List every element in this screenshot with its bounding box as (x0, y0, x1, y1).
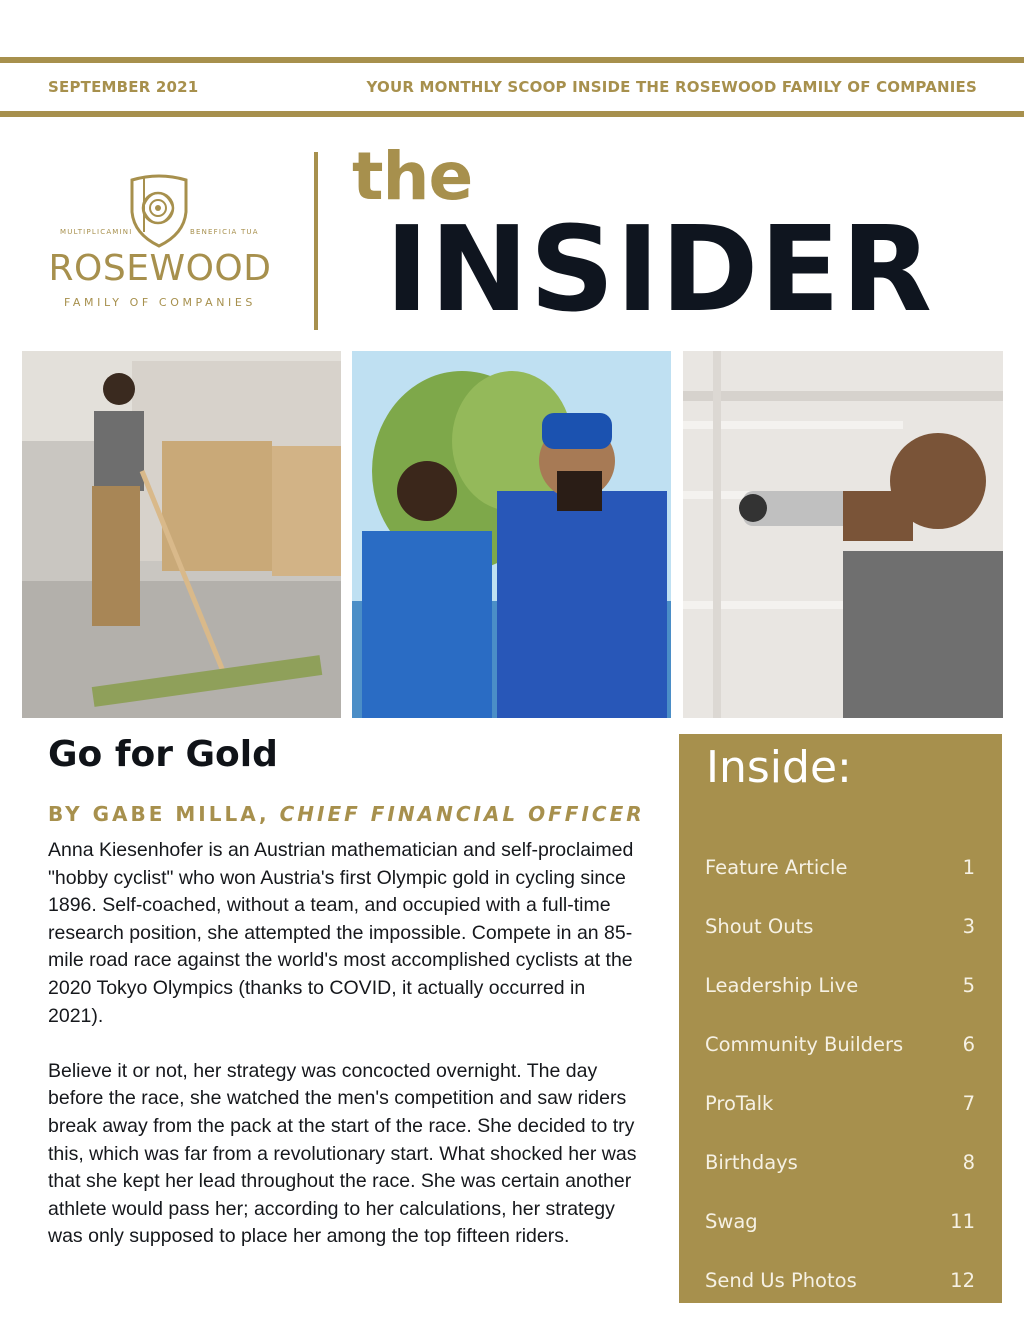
issue-date: SEPTEMBER 2021 (48, 78, 199, 96)
toc-item-page: 7 (962, 1092, 975, 1115)
toc-item[interactable] (705, 1074, 975, 1133)
toc-item-page: 8 (962, 1151, 975, 1174)
toc-item-label: Community Builders (705, 1033, 904, 1056)
toc-item[interactable] (705, 1251, 975, 1310)
man-installing-shelf-photo (683, 351, 1003, 718)
article-headline: Go for Gold (48, 734, 278, 775)
bottom-rule (0, 111, 1024, 117)
logo-subbrand: FAMILY OF COMPANIES (63, 296, 257, 309)
toc-item[interactable] (705, 956, 975, 1015)
toc-list (705, 838, 975, 1310)
two-men-outdoors-photo (352, 351, 671, 718)
inside-toc-box (679, 734, 1002, 1303)
toc-item-page: 6 (962, 1033, 975, 1056)
article-body (48, 837, 640, 1279)
toc-item-page: 11 (950, 1210, 975, 1233)
toc-item-page: 5 (962, 974, 975, 997)
logo-motto-left: MULTIPLICAMINI (60, 228, 133, 236)
toc-item-page: 1 (962, 856, 975, 879)
masthead-the: the (352, 138, 473, 215)
rosewood-logo (40, 172, 280, 312)
byline-role: CHIEF FINANCIAL OFFICER (279, 802, 645, 826)
inside-title: Inside: (706, 742, 852, 793)
toc-item-label: Send Us Photos (705, 1269, 857, 1292)
byline-name: BY GABE MILLA, (48, 802, 270, 826)
toc-item-page: 12 (950, 1269, 975, 1292)
toc-item-label: Feature Article (705, 856, 848, 879)
toc-item[interactable] (705, 1192, 975, 1251)
logo-brand: ROSEWOOD (48, 248, 272, 289)
worker-mopping-photo (22, 351, 341, 718)
rose-shield-icon (124, 172, 194, 248)
masthead-divider (314, 152, 318, 330)
tagline: YOUR MONTHLY SCOOP INSIDE THE ROSEWOOD FAMILY OF COMPANIES (366, 78, 977, 96)
header-bar (0, 63, 1024, 111)
toc-item-label: Leadership Live (705, 974, 859, 997)
logo-motto-right: BENEFICIA TUA (190, 228, 259, 236)
toc-item-label: Shout Outs (705, 915, 814, 938)
article-paragraph: Anna Kiesenhofer is an Austrian mathematician and self-proclaimed "hobby cyclist" who won Austria's first Olympic gold in cycling since 1896. Self-coached, without a team, and occupied with a full-time research position, she attempted the impossible. Compete in an 85-mile road race against the world's most accomplished cyclists at the 2020 Tokyo Olympics (thanks to COVID, it actually occurred in 2021). (48, 839, 634, 1027)
masthead-title: INSIDER (385, 200, 933, 338)
toc-item[interactable] (705, 1015, 975, 1074)
toc-item-label: ProTalk (705, 1092, 774, 1115)
toc-item-label: Birthdays (705, 1151, 798, 1174)
article-paragraph: Believe it or not, her strategy was concocted overnight. The day before the race, she watched the men's competition and saw riders break away from the pack at the start of the race. She decided to try this, which was far from a revolutionary start. What shocked her was that she kept her lead throughout the race. She was certain another athlete would pass her; according to her calculations, her strategy was only supposed to place her among the top fifteen riders. (48, 1059, 637, 1248)
toc-item[interactable] (705, 838, 975, 897)
toc-item-page: 3 (962, 915, 975, 938)
toc-item[interactable] (705, 897, 975, 956)
toc-item[interactable] (705, 1133, 975, 1192)
article-byline (48, 802, 645, 826)
toc-item-label: Swag (705, 1210, 758, 1233)
